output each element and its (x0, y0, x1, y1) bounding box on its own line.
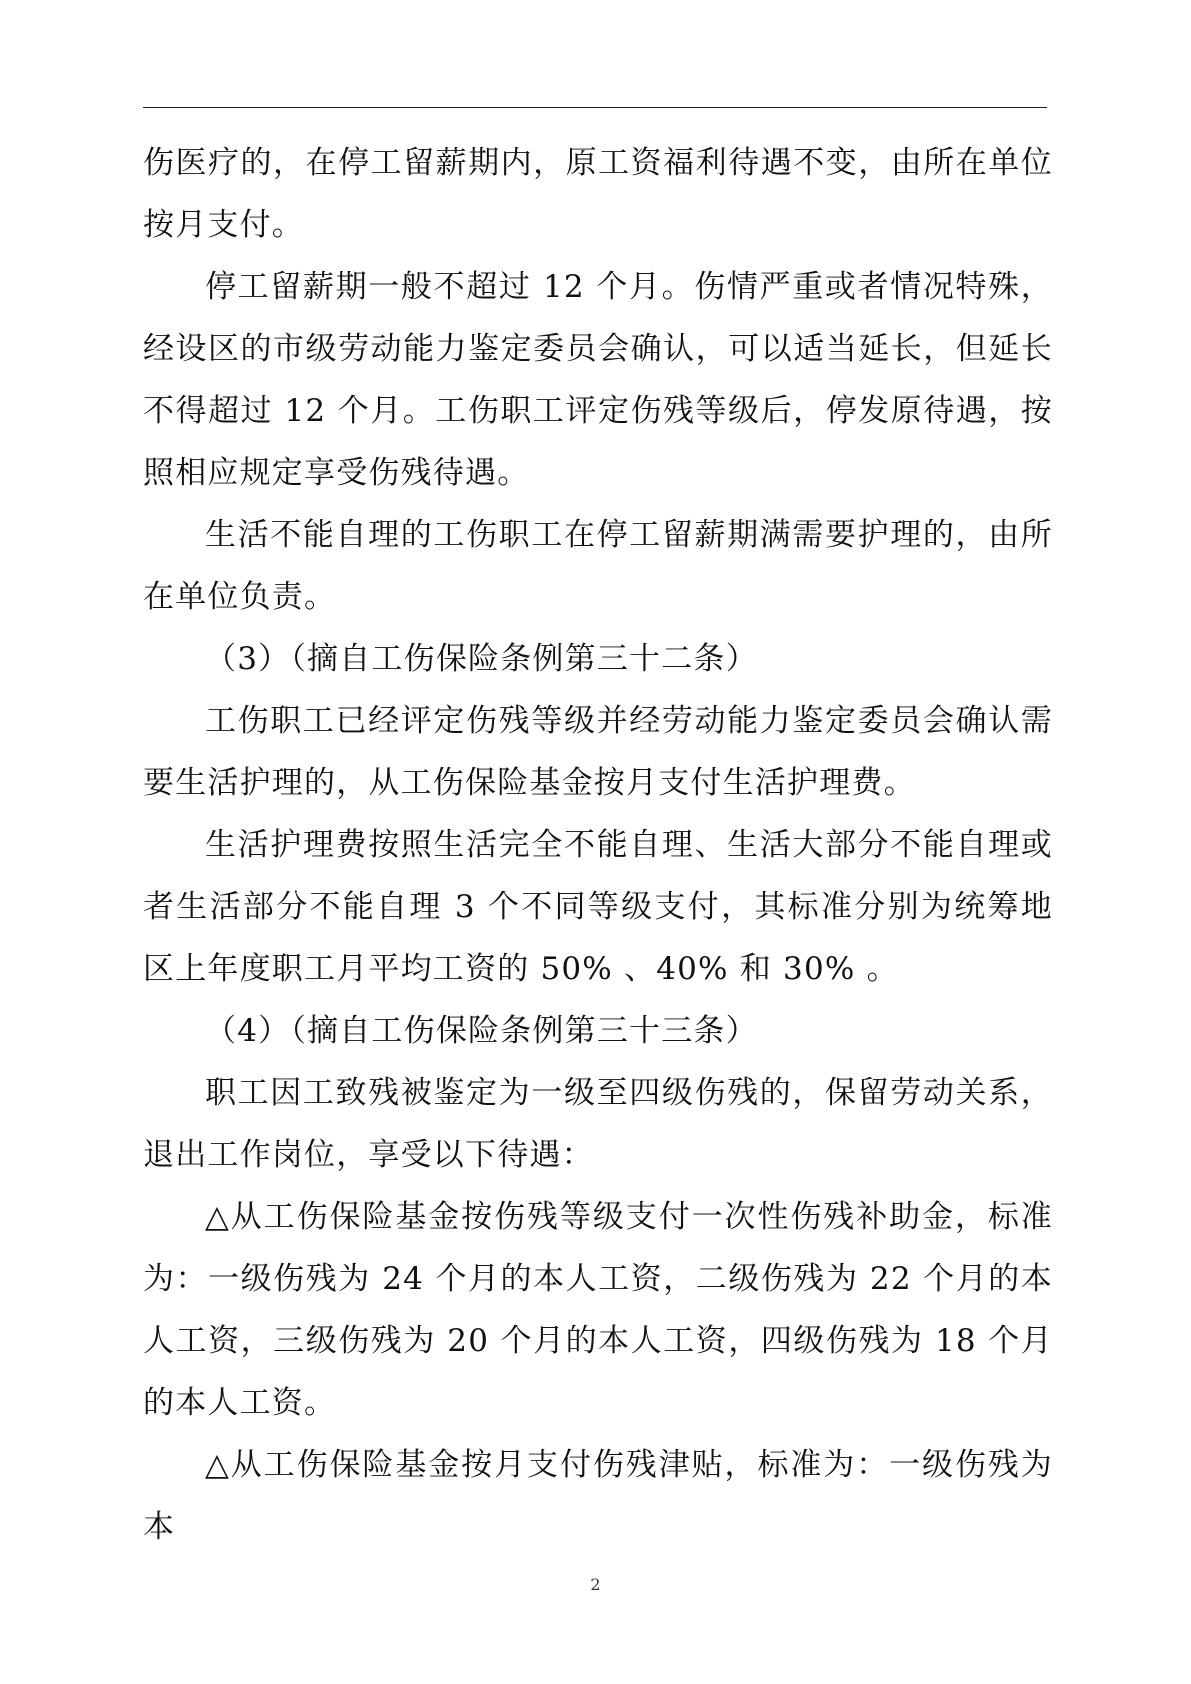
section-heading-4: （4）（摘自工伤保险条例第三十三条） (205, 1013, 758, 1049)
paragraph-continuation: 伤医疗的，在停工留薪期内，原工资福利待遇不变，由所在单位按月支付。 (143, 145, 1053, 243)
paragraph-leave-period: 停工留薪期一般不超过 12 个月。伤情严重或者情况特殊，经设区的市级劳动能力鉴定委员会确认，可以适当延长，但延长不得超过 12 个月。工伤职工评定伤残等级后，停发原待遇，按照相应规定享受伤残待遇。 (143, 269, 1053, 491)
paragraph-lump-sum-subsidy: △从工伤保险基金按伤残等级支付一次性伤残补助金，标准为：一级伤残为 24 个月的本人工资，二级伤残为 22 个月的本人工资，三级伤残为 20 个月的本人工资，四级伤残为 18 个月的本人工资。 (143, 1199, 1053, 1421)
paragraph-disability-allowance: △从工伤保险基金按月支付伤残津贴，标准为：一级伤残为本 (143, 1447, 1053, 1545)
document-body (143, 132, 1053, 1558)
page-number: 2 (590, 1575, 601, 1594)
paragraph-disability-level-1-4: 职工因工致残被鉴定为一级至四级伤残的，保留劳动关系，退出工作岗位，享受以下待遇： (143, 1075, 1053, 1173)
paragraph-care-responsibility: 生活不能自理的工伤职工在停工留薪期满需要护理的，由所在单位负责。 (143, 517, 1053, 615)
header-rule (143, 107, 1047, 108)
paragraph-care-fee-standard: 生活护理费按照生活完全不能自理、生活大部分不能自理或者生活部分不能自理 3 个不同等级支付，其标准分别为统筹地区上年度职工月平均工资的 50% 、40% 和 30% 。 (143, 827, 1053, 987)
paragraph-care-fee: 工伤职工已经评定伤残等级并经劳动能力鉴定委员会确认需要生活护理的，从工伤保险基金按月支付生活护理费。 (143, 703, 1053, 801)
section-heading-3: （3）（摘自工伤保险条例第三十二条） (205, 641, 758, 677)
